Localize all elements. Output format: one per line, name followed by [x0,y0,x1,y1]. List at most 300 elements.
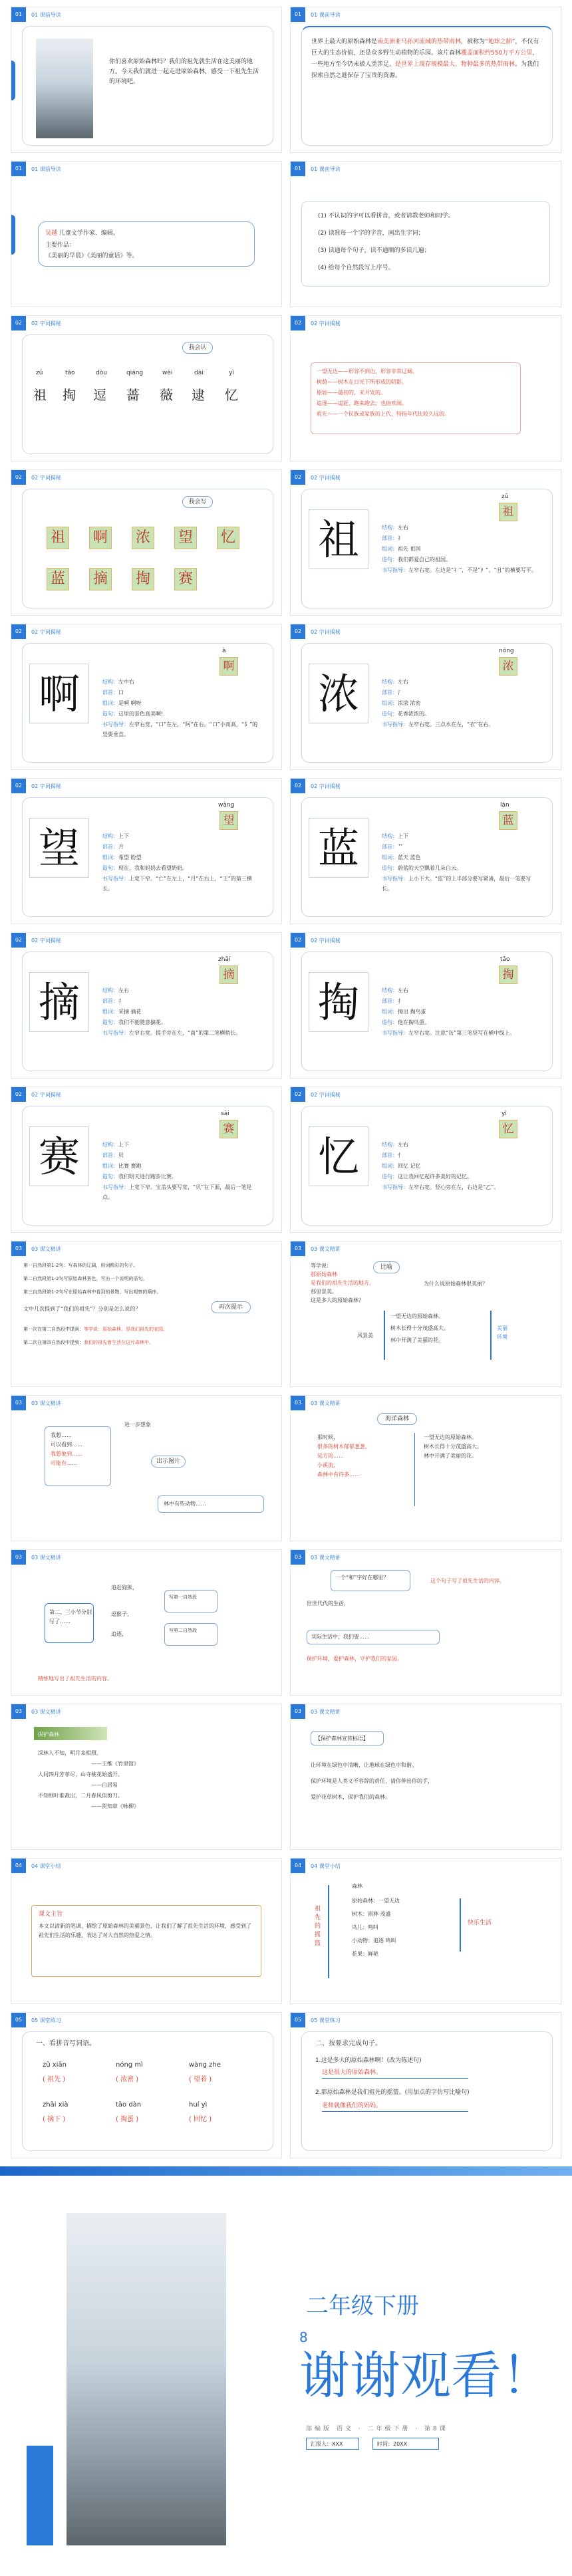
radical: 部首：氵 [382,690,403,696]
slide-number: 03 [11,1241,26,1256]
slide-number: 01 [11,162,26,176]
compare-tag: 比喻 [373,1261,400,1273]
slide-title: 03 课文精讲 [31,1709,61,1715]
para-text: 第二、三小节分别写了…… [49,1609,92,1624]
slide-intro-2 [290,7,561,153]
answer-box[interactable]: ( 祖先 ) [43,2076,66,2083]
tip-item: (4) 给每个自然段写上序号。 [318,265,394,271]
life-note: 保护环境，爱护森林，守护我们的家园。 [307,1656,402,1662]
mindmap-branches: 原始森林：一望无边 树木：雨林 茂盛 鸟儿：鸣叫 小动物：追逐 鸣叫 花果：鲜艳 [352,1898,400,1957]
slide-practice-1 [11,2012,282,2158]
answer-box[interactable]: ( 掏蛋 ) [116,2116,139,2123]
slide-title: 02 字词揭秘 [31,321,61,326]
mindmap-summary: 快乐生活 [468,1920,492,1926]
answer-line[interactable]: 这是很大的原始森林。 [322,2068,468,2079]
answer-box[interactable]: ( 浓密 ) [116,2076,139,2083]
content-card [22,643,273,763]
slide-title: 02 字词揭秘 [31,783,61,789]
pinyin: yì [229,370,234,376]
sentence: 造句：这里的景色真美啊! [102,711,164,717]
slide-char-a [11,624,282,770]
slide-intro-1 [11,7,282,153]
content-card [22,334,273,454]
slide-explain-5 [11,1549,282,1696]
slide-accent-bar [11,215,15,255]
slide-number: 03 [11,1550,26,1565]
pinyin: huí yì [189,2101,208,2109]
content-card [301,643,553,763]
bubble-note: 写第一自然段 [169,1595,197,1600]
accent-block [27,2446,53,2545]
slide-title: 03 课文精讲 [31,1246,61,1252]
words: 组词：蓝天 蓝色 [382,854,421,860]
pinyin: zǔ xiān [43,2061,67,2069]
writing-note: 书写指导：左窄右宽。左边是“礻”，不是“衤”。“且”的横要写平。 [382,567,537,573]
bracket-line [490,1311,492,1360]
question-bubble [331,1570,410,1591]
writing-note: 书写指导：上宽下窄。“亡”在左上，“月”在右上，“王”的第三横长。 [102,876,252,892]
activity: 追赶狗熊， [111,1585,138,1591]
slide-title: 02 字词揭秘 [31,1092,61,1098]
slide-slogan [290,1704,561,1850]
char-tile: 赛 [219,1120,238,1138]
slide-number: 02 [11,624,26,639]
slide-title: 03 课文精讲 [31,1400,61,1406]
radical: 部首：月 [102,844,124,850]
big-character: 望 [29,818,89,878]
theme-card [31,1905,261,1977]
question-text: 一个“和”字好在哪里？ [335,1575,389,1581]
slide-explain-1 [11,1241,282,1387]
content-card [22,952,273,1071]
content-card [301,489,553,608]
theme-body: 本文以清新的笔调，描绘了原始森林的美丽景色，让我们了解了祖先生活的环境，感受到了祖先们生活的乐趣，表达了对大自然的热爱之情。 [39,1923,251,1938]
slogan-title-box [311,1731,384,1745]
pinyin: sài [221,1110,229,1117]
note-bubble [158,1495,264,1513]
words: 组词：浓浓 浓密 [382,700,421,706]
closing-grade: 二年级下册 [306,2293,419,2319]
question: 2.那原始森林是我们祖先的摇篮。(用加点的字仿写比喻句) [315,2089,470,2096]
vocab-line: 追逐——追赶，跑来跑去。也指欢闹。 [317,400,407,406]
slide-title: 03 课文精讲 [311,1709,341,1715]
slide-explain-6 [290,1549,561,1696]
bubble-note: 写第二自然段 [169,1628,197,1633]
works-list: 《美丽的早晨》《美丽的童话》等。 [45,253,138,259]
explain-line: 第三自然段第1-2句写在原始森林中看到的景物，写出观察的顺序。 [23,1289,162,1295]
char-tile: 祖 [499,503,517,521]
activity: 逗猴子， [111,1611,132,1617]
sentence: 造句：花香浓浓的。 [382,711,430,717]
slide-title: 05 课堂练习 [311,2017,341,2023]
imagine-tag: 进一步想象 [124,1422,151,1428]
big-character: 掏 [309,972,368,1032]
slide-title: 02 字词揭秘 [31,475,61,481]
slide-number: 02 [291,470,305,485]
char-tile: 掏 [499,966,517,984]
practice-heading: 二、按要求完成句子。 [315,2040,382,2047]
slide-reading-tips [290,161,561,307]
writing-note: 书写指导：左窄右宽。注意“缶”第三笔竖写在横中线上。 [382,1030,515,1036]
big-character: 浓 [309,664,368,723]
hanzi: 掏 [63,387,76,403]
closing-label: 部编版 语文 · 二年级下册 · 第8课 [306,2426,448,2432]
pinyin: nóng [499,648,514,654]
mountain-photo [36,39,93,138]
life-bubble [307,1630,440,1644]
content-card [301,797,553,917]
radical: 部首：贝 [102,1152,124,1158]
sentence: 造句：现在，我和妈妈去看望奶奶。 [102,865,188,871]
slide-title: 01 课前导读 [311,12,341,18]
slide-number: 02 [291,779,305,793]
think-bubble [45,1426,111,1486]
pinyin: zhāi [218,956,231,963]
pinyin: qiáng [126,370,144,376]
slide-number: 02 [291,1087,305,1102]
words: 组词：采摘 摘花 [102,1009,142,1015]
char-tile[interactable]: 忆 [217,527,239,549]
slide-number: 01 [291,162,305,176]
slide-char-sai [11,1087,282,1233]
char-tile[interactable]: 浓 [132,527,154,549]
slide-title: 02 字词揭秘 [311,938,341,944]
question: 1.这是多大的原始森林啊！(改为陈述句) [315,2057,422,2064]
explain-text: 世世代代的生活， [307,1601,349,1607]
bracket-line [460,1898,461,1952]
author-line: 吴越 儿童文学作家、编辑。 [45,230,119,237]
slide-title: 01 课前导读 [311,166,341,172]
slide-title: 02 字词揭秘 [311,321,341,326]
slide-number: 02 [291,624,305,639]
char-tile: 浓 [499,657,517,676]
bubble-note: 林中有些动物…… [164,1501,206,1507]
explain-answer-2: 第二次在第四自然段中提到：我们的祖先曾生活在这片森林中。 [23,1340,154,1345]
char-tile: 忆 [499,1120,517,1138]
slide-title: 03 课文精讲 [31,1555,61,1561]
pinyin: yì [501,1110,507,1117]
content-card [22,2031,273,2151]
slide-title: 01 课前导读 [31,166,61,172]
tip-item: (1) 不认识的字可以看拼音，或者请教老师和同学。 [318,213,454,219]
words: 组词：回忆 记忆 [382,1163,421,1169]
slide-number: 04 [291,1859,305,1873]
pinyin: dài [194,370,204,376]
life-text: 实际生活中，我们要…… [311,1634,370,1640]
vocab-line: 祖先——一个民族或家族的上代，特指年代比较久远的。 [317,411,450,417]
char-tile[interactable]: 掏 [132,568,154,590]
top-band [0,2166,572,2176]
show-picture-button[interactable]: 出示图片 [151,1456,186,1468]
slide-number: 05 [11,2013,26,2027]
slide-number: 03 [11,1704,26,1719]
forest-desc: 世界上最大的原始森林是南美洲亚马孙河流域的热带雨林，被称为“地球之肺”，不仅有巨大的生态价值，还是众多野生动植物的乐园。该片森林覆盖面积约550万平方公里，一些地方至今仍未被人类涉足，是世界上现存规模最大、物种最多的热带雨林。为我们探索自然之谜保存了宝贵的资源。 [311,39,539,79]
pinyin: nóng mì [116,2061,143,2069]
words: 组词：希望 盼望 [102,854,142,860]
char-tile[interactable]: 摘 [89,568,112,590]
hint-button[interactable]: 再次提示 [211,1301,251,1313]
sentence: 造句：他在掏鸟蛋。 [382,1019,430,1025]
content-card [301,1106,553,1225]
vocab-card [311,362,521,434]
answer-box[interactable]: ( 回忆 ) [189,2116,212,2123]
slide-title: 03 课文精讲 [311,1246,341,1252]
slide-author [11,161,282,307]
pinyin: à [222,648,226,654]
slide-number: 02 [11,1087,26,1102]
char-tile[interactable]: 蓝 [47,568,69,590]
slide-title: 03 课文精讲 [311,1400,341,1406]
big-character: 摘 [29,972,89,1032]
bracket-line [384,1311,385,1360]
pinyin: tāo [65,370,75,376]
reporter: 汇报人：XXX [311,2441,343,2447]
structure: 结构：上下 [102,833,129,839]
words: 组词：祖先 祖国 [382,546,421,552]
pinyin: zǔ [36,370,43,376]
slide-title: 02 字词揭秘 [31,629,61,635]
mindmap-node: 森林 [352,1883,362,1889]
slide-char-lan [290,778,561,924]
theme-head: 课文主旨 [39,1911,63,1918]
structure: 结构：左右 [382,1142,408,1148]
content-card [22,1106,273,1225]
explain-note: 精练地写出了祖先生活的内容。 [38,1676,112,1682]
slide-poems [11,1704,282,1850]
closing-slide [0,2166,572,2576]
poem-lines: 深林人不知，明月来相照。 ——王维《竹里馆》 人间四月芳菲尽，山寺桃花始盛开。 ——白居易 不知细叶谁裁出，二月春风似剪刀。 ——贺知章《咏柳》 [38,1750,139,1809]
explain-answer: 这个句子写了祖先生活的内容。 [430,1578,505,1584]
slide-explain-3 [11,1395,282,1541]
slide-number: 03 [291,1704,305,1719]
pinyin: wàng [218,802,235,809]
slide-summary-2 [290,1858,561,2004]
hanzi: 忆 [225,387,238,403]
radical: 部首：忄 [382,1152,403,1158]
mountain-photo [67,2213,226,2545]
slide-char-zu [290,469,561,616]
slide-number: 02 [291,933,305,948]
explain-answer-1: 第一次在第二自然段中提到：等学说：原始森林，是我们祖先的家园。 [23,1327,168,1332]
words: 组词：是啊 啊呀 [102,700,142,706]
slide-accent-bar [11,61,15,100]
pinyin: tāo dàn [116,2101,142,2109]
slide-recognize [11,315,282,461]
slide-explain-4 [290,1395,561,1541]
vocab-line: 树荫——树木在日光下所形成的阴影。 [317,379,407,385]
writing-note: 书写指导：左窄右宽。提手旁在左，“啇”的第二笔横稍长。 [102,1030,241,1036]
slide-char-zhai [11,932,282,1079]
answer-line[interactable]: 老师就像我们的妈妈。 [322,2101,468,2112]
hanzi: 逮 [192,387,205,403]
sentence: 造句：蔚蓝的天空飘着几朵白云。 [382,865,462,871]
explain-line: 第一自然段第1-2句：写森林的辽阔，用词精彩的句子。 [23,1263,138,1268]
explain-line: 第二自然段第1-2句写原始森林景色，写出一个说明的语句。 [23,1276,148,1281]
char-tile: 望 [219,811,238,830]
slide-summary-1 [11,1858,282,2004]
radical: 部首：扌 [382,998,403,1004]
slide-explain-2 [290,1241,561,1387]
slide-number: 02 [11,933,26,948]
big-character: 啊 [29,664,89,723]
slide-number: 02 [11,316,26,330]
explain-question: 为什么说原始森林很美丽？ [424,1281,488,1287]
map-items: 一望无边的原始森林。 树木长得十分茂盛高大。 林中开满了美丽的花。 [390,1313,449,1343]
slogan-title: 【保护森林宣传标语】 [315,1736,368,1741]
char-tile[interactable]: 啊 [89,527,112,549]
slide-number: 01 [11,7,26,22]
vocab-line: 一望无边——形容不到边，形容非常辽阔。 [317,368,418,374]
closing-thanks: 谢谢观看！ [299,2346,552,2405]
content-card [22,797,273,917]
content-card [301,26,553,146]
content-card [301,952,553,1071]
content-card [22,489,273,608]
structure: 结构：左右 [382,525,408,531]
slide-number: 02 [11,470,26,485]
radical: 部首：礻 [382,535,403,541]
mindmap-root: 祖先的摇篮 [315,1906,321,1947]
structure: 结构：左右 [382,987,408,993]
pinyin: zhāi xià [43,2101,69,2109]
forest-tag: 海洋森林 [377,1413,417,1425]
slide-title: 02 字词揭秘 [311,475,341,481]
write-tag: 我会写 [182,496,213,508]
slide-number: 02 [11,779,26,793]
writing-note: 书写指导：上小下大。“监”的上半部分要写紧凑，最后一笔要写长。 [382,876,531,892]
closing-number: 8 [299,2329,308,2345]
answer-box[interactable]: ( 望着 ) [189,2076,212,2083]
structure: 结构：上下 [382,833,408,839]
slide-number: 03 [11,1396,26,1410]
hanzi: 逗 [93,387,106,403]
note-bubble [164,1623,217,1646]
activity: 追逐， [111,1631,127,1637]
radical: 部首：口 [102,690,124,696]
sentence: 造句：我们不能随意摘花。 [102,1019,166,1025]
practice-heading: 一、看拼音写词语。 [36,2040,96,2047]
pinyin: wèi [162,370,173,376]
slide-number: 05 [291,2013,305,2027]
slide-title: 02 字词揭秘 [31,938,61,944]
pinyin: wàng zhe [189,2061,221,2069]
writing-note: 书写指导：左窄右宽。三点水在左，“衣”在右。 [382,721,494,727]
forest-lines: 那时候， 很多的树木郁郁葱葱， 远方的…… 小溪流， 森林中有许多…… [317,1434,370,1478]
char-tile[interactable]: 赛 [174,568,197,590]
forest-explain: 一望无边的原始森林。 树木长得十分茂盛高大。 林中开满了美丽的花。 [424,1434,482,1459]
slide-char-yi [290,1087,561,1233]
slide-number: 02 [291,316,305,330]
slide-number: 04 [11,1859,26,1873]
slide-title: 04 课堂小结 [31,1863,61,1869]
divider [414,1433,415,1506]
slide-title: 02 字词揭秘 [311,783,341,789]
sentence: 造句：我们都爱自己的祖国。 [382,557,451,563]
big-character: 祖 [309,509,368,569]
bubble-lines: 我想…… 可以看到…… 我想象到…… 可能有…… [51,1432,82,1466]
writing-note: 书写指导：左窄右宽，“口”在左，“阿”在右。“口”小而高，“阝”的竖要垂直。 [102,721,258,737]
sentence: 造句：我们明天进行跑步比赛。 [102,1174,177,1180]
structure: 结构：左中右 [102,679,134,685]
char-tile: 蓝 [499,811,517,830]
writing-note: 书写指导：左窄右宽。竖心旁在左，右边是“乙”。 [382,1184,500,1190]
slide-title: 01 课前导读 [31,12,61,18]
recognize-tag: 我会认 [182,342,213,354]
answer-box[interactable]: ( 摘下 ) [43,2116,66,2123]
words: 组词：比赛 赛跑 [102,1163,142,1169]
slide-number: 03 [291,1241,305,1256]
big-character: 忆 [309,1126,368,1186]
slide-practice-2 [290,2012,561,2158]
char-tile: 摘 [219,966,238,984]
tips-card [301,201,550,287]
slide-char-tao [290,932,561,1079]
words: 组词：掏出 掏鸟蛋 [382,1009,426,1015]
slide-vocab [290,315,561,461]
banner-caption: 保护森林 [38,1732,59,1738]
content-card [22,26,273,146]
explain-question: 文中几次提到了“我们的祖先”？分别是怎么说的？ [23,1306,141,1312]
char-tile: 啊 [219,657,238,676]
radical: 部首：艹 [382,844,403,850]
map-summary: 美丽 环境 [497,1325,507,1340]
date: 时间：20XX [377,2441,408,2447]
pinyin: lán [500,802,509,809]
slide-char-wang [11,778,282,924]
writing-note: 书写指导：上宽下窄。宝盖头要写宽，“贝”在下面，最后一笔是点。 [102,1184,252,1200]
big-character: 赛 [29,1126,89,1186]
pinyin: dòu [96,370,107,376]
slide-title: 05 课堂练习 [31,2017,61,2023]
bracket-line [328,1885,329,1978]
structure: 结构：左右 [382,679,408,685]
radical: 部首：扌 [102,998,124,1004]
para-bubble [45,1603,94,1643]
tip-item: (2) 读准每一个字的字音，画出生字词； [318,230,424,237]
slogan-lines: 让环境在绿色中清晰，让地球在绿色中和谐。 保护环境是人类义不容辞的责任，请你伸出你的手， 爱护花草树木，保护我们的森林。 [311,1762,433,1800]
hanzi: 蔷 [126,387,140,403]
reporter-box [306,2438,359,2450]
structure: 结构：上下 [102,1142,129,1148]
map-label: 风景美 [357,1333,373,1339]
hanzi: 薇 [160,387,173,403]
note-bubble [164,1590,217,1612]
slide-title: 04 课堂小结 [311,1863,341,1869]
tip-item: (3) 读通每个句子，读不通顺的多读几遍； [318,247,430,254]
char-tile[interactable]: 望 [174,527,197,549]
explain-text: 等学说： 那原始森林 是我们的祖先生活的地方。 那里景美。 这是多大的原始森林？ [311,1263,374,1303]
big-character: 蓝 [309,818,368,878]
slide-title: 03 课文精讲 [311,1555,341,1561]
works-label: 主要作品： [45,242,76,249]
author-card [38,221,255,267]
char-tile[interactable]: 祖 [47,527,69,549]
slide-write [11,469,282,616]
slide-number: 03 [291,1396,305,1410]
intro-text: 你们喜欢原始森林吗？我们的祖先就生活在这美丽的地方。今天我们就进一起走进原始森林，感受一下祖先生活的环境吧。 [109,59,259,85]
slide-title: 02 字词揭秘 [311,1092,341,1098]
structure: 结构：左右 [102,987,129,993]
slide-title: 02 字词揭秘 [311,629,341,635]
pinyin: tāo [500,956,510,963]
hanzi: 祖 [33,387,47,403]
slide-number: 03 [291,1550,305,1565]
pinyin: zǔ [501,493,509,500]
slide-char-nong [290,624,561,770]
content-card [301,2031,553,2151]
sentence: 造句：这让我回忆起许多美好的记忆。 [382,1174,472,1180]
date-box [372,2438,439,2450]
